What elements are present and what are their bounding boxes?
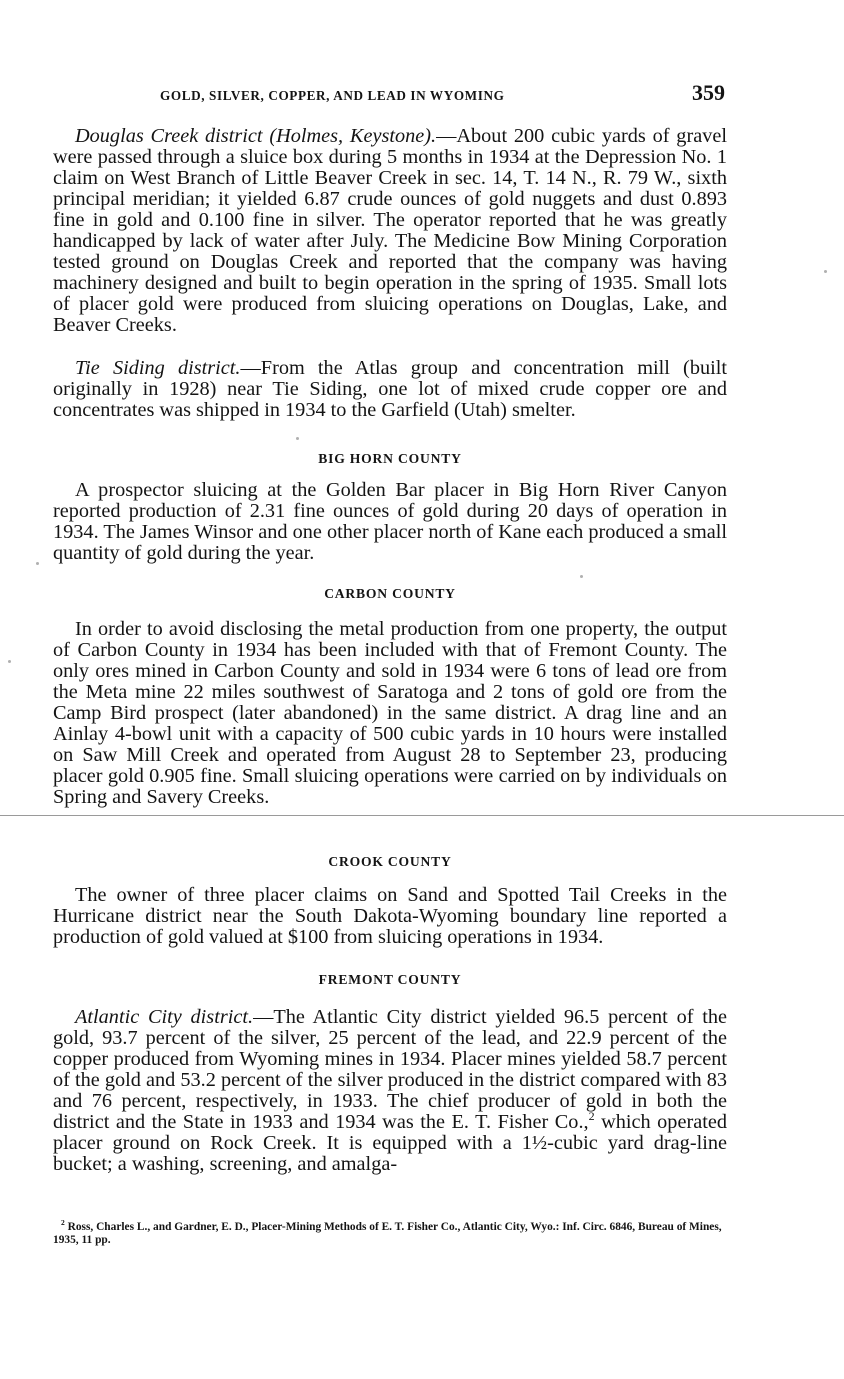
body-column bbox=[53, 126, 727, 1175]
district-name-douglas: Douglas Creek district (Holmes, Keystone). bbox=[75, 125, 437, 147]
paragraph-atlantic-city bbox=[53, 1007, 727, 1175]
heading-big-horn-county: BIG HORN COUNTY bbox=[318, 451, 462, 466]
heading-crook-county: CROOK COUNTY bbox=[328, 854, 452, 869]
footnote-text: Ross, Charles L., and Gardner, E. D., Placer-Mining Methods of E. T. Fisher Co., Atlantic City, Wyo.: Inf. Circ. 6846, Bureau of Mines, 1935, 11 pp. bbox=[53, 1220, 722, 1246]
running-title: GOLD, SILVER, COPPER, AND LEAD IN WYOMING bbox=[160, 88, 505, 103]
footnote bbox=[53, 1216, 729, 1247]
paragraph-text: —From the Atlas group and concentration mill (built originally in 1928) near Tie Siding, one lot of mixed crude copper ore and concentrates was shipped in 1934 to the Garfield (Utah) smelter. bbox=[53, 357, 727, 421]
scan-speck bbox=[296, 437, 299, 440]
heading-fremont-county: FREMONT COUNTY bbox=[318, 972, 462, 987]
paragraph-text: A prospector sluicing at the Golden Bar placer in Big Horn River Canyon reported production of 2.31 fine ounces of gold during 20 days of operation in 1934. The James Winsor and one other placer north of Kane each produced a small quantity of gold during the year. bbox=[53, 479, 727, 564]
paragraph-tie-siding bbox=[53, 358, 727, 442]
scan-speck bbox=[580, 575, 583, 578]
scan-line-artifact bbox=[0, 815, 844, 816]
district-name-atlantic-city: Atlantic City district. bbox=[75, 1006, 254, 1028]
heading-carbon-county: CARBON COUNTY bbox=[324, 586, 456, 601]
paragraph-crook bbox=[53, 885, 727, 971]
paragraph-text: The owner of three placer claims on Sand and Spotted Tail Creeks in the Hurricane district near the South Dakota-Wyoming boundary line reported a production of gold valued at $100 from sluicing operations in 1934. bbox=[53, 884, 727, 948]
paragraph-big-horn bbox=[53, 480, 727, 585]
scan-speck bbox=[8, 660, 11, 663]
page-number: 359 bbox=[692, 80, 725, 105]
running-head bbox=[55, 80, 727, 112]
paragraph-douglas-creek bbox=[53, 126, 727, 358]
district-name-tie-siding: Tie Siding district. bbox=[75, 357, 241, 379]
paragraph-text: which operated placer ground on Rock Creek. It is equipped with a 1½-cubic yard drag-line bucket; a washing, screening, and amalga- bbox=[53, 1111, 727, 1175]
paragraph-text: —The Atlantic City district yielded 96.5 percent of the gold, 93.7 percent of the silver, 25 percent of the lead, and 22.9 percent of the copper produced from Wyoming mines in 1934. Placer mines yielded 58.7 percent of the gold and 53.2 percent of the silver produced in the district compared with 83 and 76 percent, respectively, in 1933. The chief producer of gold in both the district and the State in 1933 and 1934 was the E. T. Fisher Co., bbox=[53, 1006, 728, 1133]
paragraph-text: In order to avoid disclosing the metal production from one property, the output of Carbon County in 1934 has been included with that of Fremont County. The only ores mined in Carbon County and sold in 1934 were 6 tons of lead ore from the Meta mine 22 miles southwest of Saratoga and 2 tons of gold ore from the Camp Bird prospect (later abandoned) in the same district. A drag line and an Ainlay 4-bowl unit with a capacity of 500 cubic yards in 10 hours were installed on Saw Mill Creek and operated from August 28 to September 23, producing placer gold 0.905 fine. Small sluicing operations were carried on by individuals on Spring and Savery Creeks. bbox=[53, 618, 727, 808]
paragraph-carbon bbox=[53, 619, 727, 839]
scan-speck bbox=[824, 270, 827, 273]
footnote-marker: 2 bbox=[61, 1218, 65, 1227]
footnote-reference: 2 bbox=[588, 1109, 595, 1124]
paragraph-text: —About 200 cubic yards of gravel were passed through a sluice box during 5 months in 1934 at the Depression No. 1 claim on West Branch of Little Beaver Creek in sec. 14, T. 14 N., R. 79 W., sixth principal meridian; it yielded 6.87 crude ounces of gold nuggets and dust 0.893 fine in gold and 0.100 fine in silver. The operator reported that he was greatly handicapped by lack of water after July. The Medicine Bow Mining Corporation tested ground on Douglas Creek and reported that the company was having machinery designed and built to begin operation in the spring of 1935. Small lots of placer gold were produced from sluicing operations on Douglas, Lake, and Beaver Creeks. bbox=[53, 125, 727, 336]
scan-speck bbox=[36, 562, 39, 565]
